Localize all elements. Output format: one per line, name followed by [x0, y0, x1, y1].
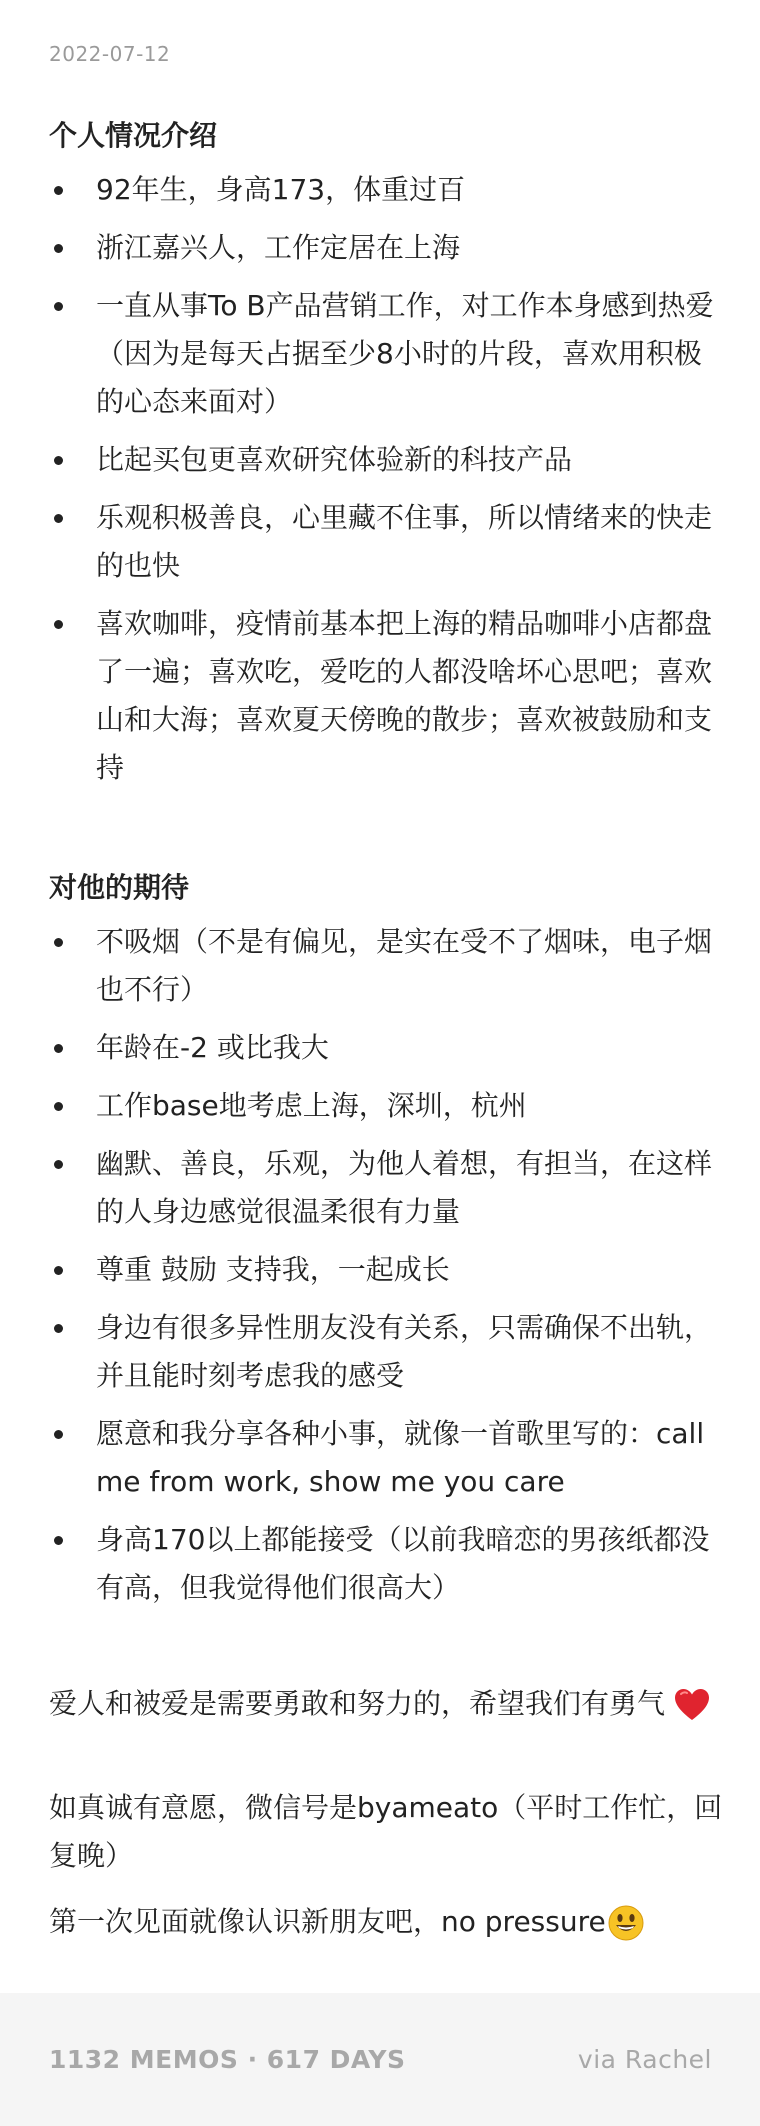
author-credit: via Rachel — [577, 2045, 712, 2074]
bullet-dot — [54, 938, 63, 947]
smiley-icon — [608, 1905, 644, 1941]
bullet-dot — [54, 514, 63, 523]
list-item: 92年生，身高173，体重过百 — [49, 166, 729, 214]
bullet-dot — [54, 1044, 63, 1053]
expectations-list — [49, 918, 729, 1622]
bullet-dot — [54, 456, 63, 465]
bullet-dot — [54, 620, 63, 629]
red-heart-icon — [674, 1688, 710, 1722]
list-item: 喜欢咖啡，疫情前基本把上海的精品咖啡小店都盘了一遍；喜欢吃，爱吃的人都没啥坏心思吧；喜欢山和大海；喜欢夏天傍晚的散步；喜欢被鼓励和支持 — [49, 600, 729, 792]
list-item: 尊重 鼓励 支持我，一起成长 — [49, 1246, 729, 1294]
list-item: 年龄在-2 或比我大 — [49, 1024, 729, 1072]
memo-footer — [0, 1993, 760, 2126]
bullet-dot — [54, 302, 63, 311]
memo-date: 2022-07-12 — [49, 42, 171, 66]
list-item: 乐观积极善良，心里藏不住事，所以情绪来的快走的也快 — [49, 494, 729, 590]
bullet-dot — [54, 1266, 63, 1275]
personal-intro-list — [49, 166, 729, 802]
list-item: 工作base地考虑上海，深圳，杭州 — [49, 1082, 729, 1130]
list-item: 比起买包更喜欢研究体验新的科技产品 — [49, 436, 729, 484]
closing-line-no-pressure: 第一次见面就像认识新朋友吧，no pressure — [49, 1898, 729, 1946]
list-item: 不吸烟（不是有偏见，是实在受不了烟味，电子烟也不行） — [49, 918, 729, 1014]
list-item: 幽默、善良，乐观，为他人着想，有担当，在这样的人身边感觉很温柔很有力量 — [49, 1140, 729, 1236]
bullet-dot — [54, 1160, 63, 1169]
bullet-dot — [54, 186, 63, 195]
bullet-dot — [54, 1536, 63, 1545]
bullet-dot — [54, 1102, 63, 1111]
bullet-dot — [54, 1324, 63, 1333]
closing-line-wechat: 如真诚有意愿，微信号是byameato（平时工作忙，回复晚） — [49, 1791, 723, 1872]
bullet-dot — [54, 1430, 63, 1439]
memo-stats: 1132 MEMOS · 617 DAYS — [49, 2045, 406, 2074]
list-item: 身高170以上都能接受（以前我暗恋的男孩纸都没有高，但我觉得他们很高大） — [49, 1516, 729, 1612]
list-item: 一直从事To B产品营销工作，对工作本身感到热爱（因为是每天占据至少8小时的片段，喜欢用积极的心态来面对） — [49, 282, 729, 426]
list-item: 浙江嘉兴人，工作定居在上海 — [49, 224, 729, 272]
closing-line-courage: 爱人和被爱是需要勇敢和努力的，希望我们有勇气 — [49, 1680, 729, 1728]
section-title-expectations: 对他的期待 — [49, 871, 190, 904]
bullet-dot — [54, 244, 63, 253]
list-item: 身边有很多异性朋友没有关系，只需确保不出轨，并且能时刻考虑我的感受 — [49, 1304, 729, 1400]
section-title-personal-intro: 个人情况介绍 — [49, 119, 218, 152]
list-item: 愿意和我分享各种小事，就像一首歌里写的：call me from work, show me you care — [49, 1410, 729, 1506]
